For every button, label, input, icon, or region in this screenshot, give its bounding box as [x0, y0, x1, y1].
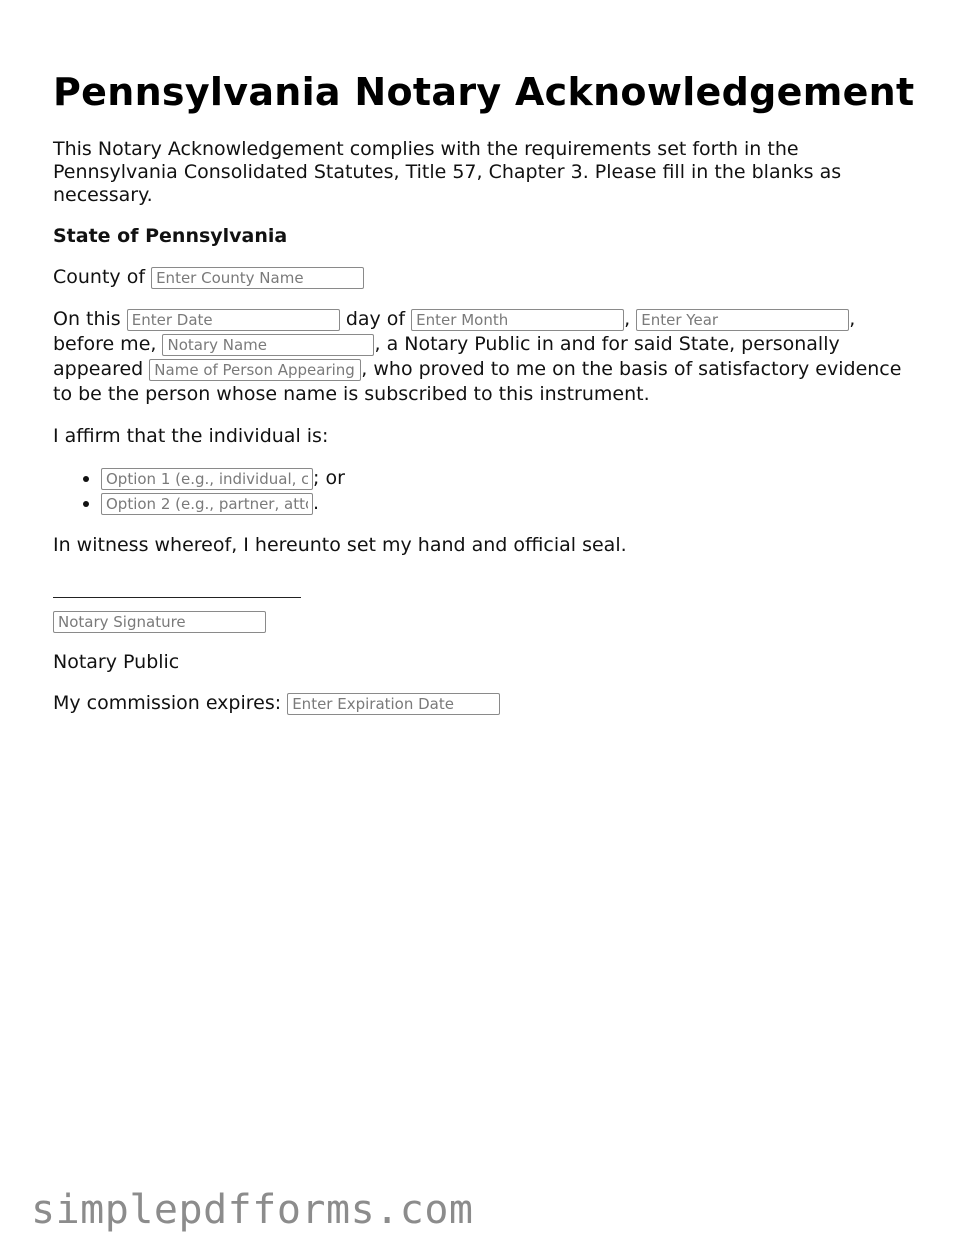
county-input[interactable]: [151, 267, 364, 289]
signature-line: [53, 583, 301, 598]
commission-line: [53, 692, 923, 715]
text-proved: , who proved to me on the basis of satisfactory evidence to be the person whose name is subscribed to this instrument.: [53, 358, 902, 405]
option-2-suffix: .: [313, 492, 320, 514]
witness-text: In witness whereof, I hereunto set my hand and official seal.: [53, 534, 627, 556]
affirm-text: I affirm that the individual is:: [53, 425, 329, 447]
option-2-input[interactable]: [101, 493, 313, 515]
county-line: [53, 266, 923, 289]
notary-form: [53, 60, 923, 715]
text-comma-2: ,: [849, 308, 856, 330]
commission-label: My commission expires:: [53, 692, 282, 714]
option-1-suffix: ; or: [313, 467, 345, 489]
text-on-this: On this: [53, 308, 121, 330]
text-day-of: day of: [345, 308, 406, 330]
person-appearing-input[interactable]: [149, 359, 361, 381]
text-before-me: before me,: [53, 333, 157, 355]
expiration-date-input[interactable]: [287, 693, 500, 715]
signature-row: [53, 610, 923, 633]
text-notary-public: , a Notary Public in and for said State, personally: [374, 333, 840, 355]
notary-name-input[interactable]: [162, 334, 374, 356]
options-list: [53, 466, 923, 516]
state-heading: State of Pennsylvania: [53, 225, 288, 247]
option-1-input[interactable]: [101, 468, 313, 490]
date-input[interactable]: [127, 309, 340, 331]
month-input[interactable]: [411, 309, 624, 331]
page-title: Pennsylvania Notary Acknowledgement: [53, 70, 915, 114]
watermark: simplepdfforms.com: [31, 1187, 474, 1233]
intro-paragraph: This Notary Acknowledgement complies with the requirements set forth in the Pennsylvania Consolidated Statutes, Title 57, Chapter 3. Please fill in the blanks as necessary.: [53, 138, 842, 206]
text-comma-1: ,: [624, 308, 631, 330]
year-input[interactable]: [636, 309, 849, 331]
text-appeared: appeared: [53, 358, 144, 380]
list-item: [101, 466, 923, 491]
notary-signature-input[interactable]: [53, 611, 266, 633]
notary-public-label: Notary Public: [53, 651, 180, 673]
list-item: [101, 491, 923, 516]
acknowledgement-paragraph: [53, 307, 923, 407]
county-label: County of: [53, 266, 146, 288]
